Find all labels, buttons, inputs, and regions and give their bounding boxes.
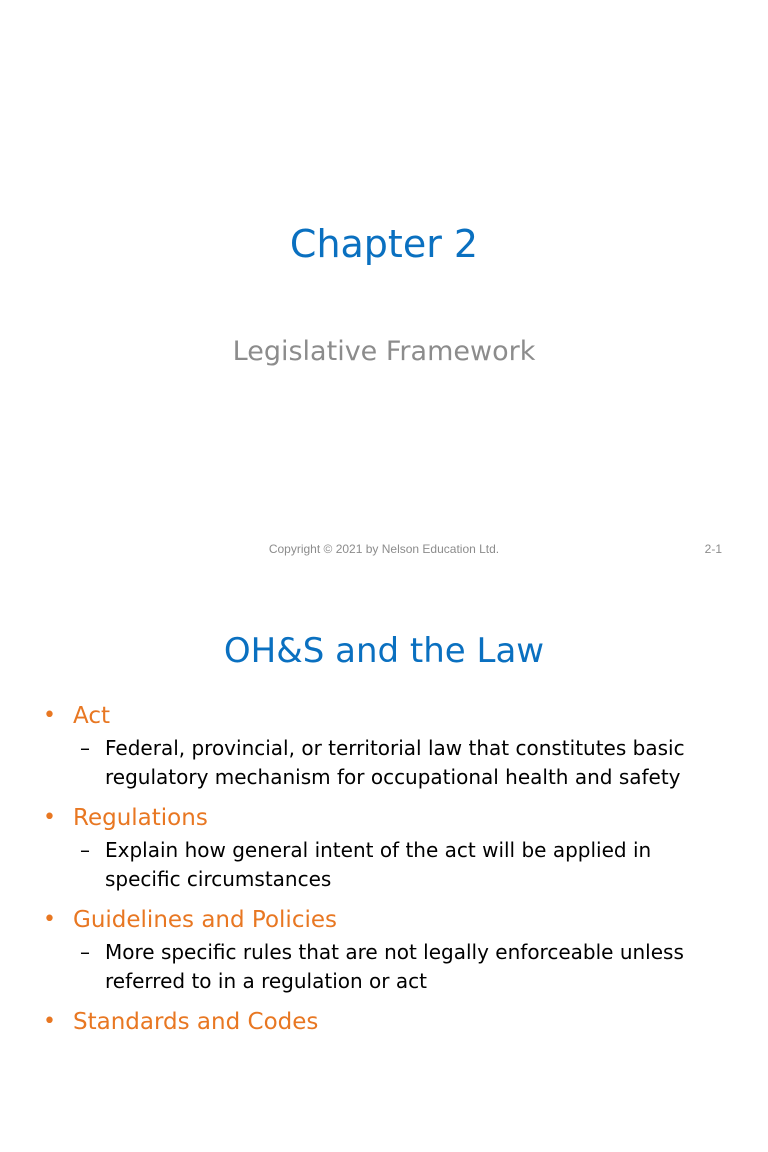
sub-item	[0, 836, 768, 894]
bullet-dot-icon: •	[43, 805, 56, 830]
bullet-dot-icon: •	[43, 703, 56, 728]
slide-title: OH&S and the Law	[223, 631, 545, 671]
bullet-label: Standards and Codes	[73, 1009, 319, 1035]
bullet-item	[0, 1004, 768, 1040]
bullet-label: Guidelines and Policies	[73, 907, 337, 933]
sub-item	[0, 734, 768, 792]
slide-page-number: 2-1	[704, 542, 722, 556]
bullet-group-standards	[0, 1004, 768, 1040]
slide-2	[0, 576, 768, 1152]
bullet-label: Regulations	[73, 805, 208, 831]
sub-item-text: Federal, provincial, or territorial law that constitutes basic regulatory mechanism for occupational health and safety	[105, 736, 685, 789]
bullet-item	[0, 902, 768, 938]
bullet-group-regulations	[0, 800, 768, 894]
dash-icon: –	[80, 736, 90, 760]
bullet-group-act	[0, 698, 768, 792]
bullet-group-guidelines	[0, 902, 768, 996]
chapter-title: Chapter 2	[289, 222, 479, 266]
footer-copyright: Copyright © 2021 by Nelson Education Ltd.	[268, 542, 500, 556]
bullet-dot-icon: •	[43, 1009, 56, 1034]
bullet-item	[0, 800, 768, 836]
sub-item-text: More specific rules that are not legally enforceable unless referred to in a regulation or act	[105, 940, 684, 993]
bullet-item	[0, 698, 768, 734]
chapter-subtitle: Legislative Framework	[232, 336, 536, 367]
sub-item	[0, 938, 768, 996]
dash-icon: –	[80, 940, 90, 964]
sub-item-text: Explain how general intent of the act will be applied in specific circumstances	[105, 838, 652, 891]
bullet-label: Act	[73, 703, 110, 729]
dash-icon: –	[80, 838, 90, 862]
bullet-dot-icon: •	[43, 907, 56, 932]
bullet-list	[0, 698, 768, 1040]
